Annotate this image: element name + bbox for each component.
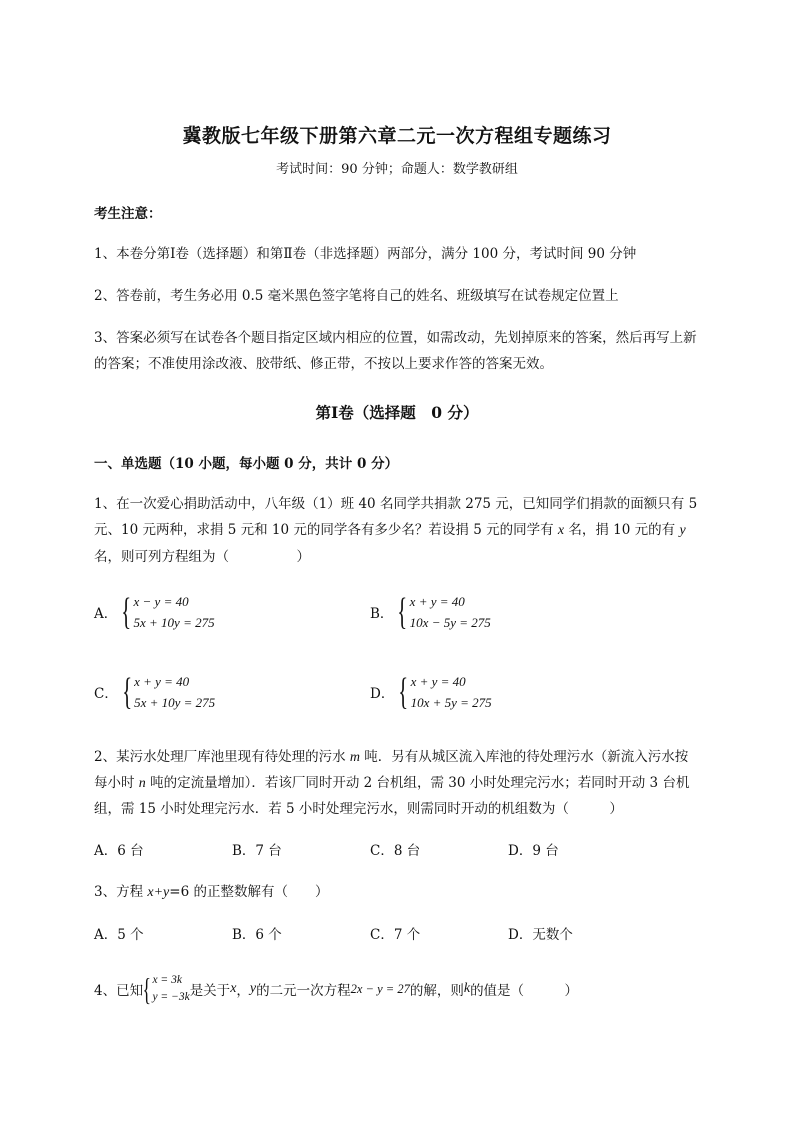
q3-prefix: 3、方程 bbox=[94, 884, 148, 900]
left-brace-icon: { bbox=[398, 671, 409, 713]
q3-option-c[interactable]: C．7 个 bbox=[370, 927, 421, 943]
q4-system bbox=[143, 972, 190, 1006]
q4-var-x: x bbox=[230, 981, 237, 996]
q1-option-d[interactable] bbox=[370, 671, 492, 713]
q1-option-a[interactable] bbox=[94, 591, 215, 633]
q2-line-2-text-b: 吨的定流量增加）．若该厂同时开动 2 台机组，需 30 小时处理完污水；若同时开动 3 台机 bbox=[145, 775, 690, 791]
q1-option-d-label: D． bbox=[370, 686, 395, 702]
q1-option-c-system bbox=[122, 671, 215, 713]
left-brace-icon: { bbox=[397, 591, 408, 633]
q2-line-1 bbox=[94, 745, 688, 766]
q4-text-3: 的二元一次方程 bbox=[256, 983, 351, 999]
notice-item-1: 1、本卷分第Ⅰ卷（选择题）和第Ⅱ卷（非选择题）两部分，满分 100 分，考试时间 90 分钟 bbox=[94, 246, 637, 262]
q2-line-3: 组，需 15 小时处理完污水．若 5 小时处理完污水，则需同时开动的机组数为（ ） bbox=[94, 801, 623, 817]
q1-option-b-eq1: x + y = 40 bbox=[409, 594, 465, 609]
section-title: 第Ⅰ卷（选择题 0 分） bbox=[315, 403, 479, 422]
q1-var-x: x bbox=[557, 523, 565, 538]
q3-stem bbox=[94, 880, 328, 901]
q4-suffix: 的值是（ ） bbox=[470, 983, 579, 999]
q1-option-b-label: B． bbox=[370, 606, 394, 622]
q4-stem bbox=[94, 972, 578, 1006]
q3-option-a[interactable]: A．5 个 bbox=[94, 927, 144, 943]
left-brace-icon: { bbox=[142, 971, 151, 1007]
exam-title: 冀教版七年级下册第六章二元一次方程组专题练习 bbox=[182, 125, 612, 147]
q1-option-c-eq1: x + y = 40 bbox=[134, 674, 190, 689]
part-heading: 一、单选题（10 小题，每小题 0 分，共计 0 分） bbox=[94, 456, 399, 472]
q1-option-b[interactable] bbox=[370, 591, 491, 633]
q2-option-a[interactable]: A．6 台 bbox=[94, 843, 144, 859]
q1-line-1: 1、在一次爱心捐助活动中，八年级（1）班 40 名同学共捐款 275 元，已知同学们捐款的面额只有 5 bbox=[94, 496, 698, 512]
q1-option-d-eq1: x + y = 40 bbox=[410, 674, 466, 689]
q1-option-c-label: C． bbox=[94, 686, 118, 702]
q4-eq2: y = −3k bbox=[152, 991, 190, 1003]
q4-equation: 2x − y = 27 bbox=[350, 981, 410, 996]
left-brace-icon: { bbox=[121, 671, 132, 713]
q1-option-a-eq1: x − y = 40 bbox=[133, 594, 189, 609]
q1-line-3: 名，则可列方程组为（ ） bbox=[94, 549, 310, 565]
q2-line-2 bbox=[94, 771, 689, 792]
q4-text-2: ， bbox=[236, 983, 250, 999]
q1-option-d-eq2: 10x + 5y = 275 bbox=[410, 695, 492, 710]
q2-line-1-text-b: 吨．另有从城区流入库池的待处理污水（新流入污水按 bbox=[360, 749, 689, 765]
q3-equation: x+y bbox=[147, 885, 170, 900]
notice-heading: 考生注意： bbox=[94, 206, 162, 222]
q2-line-1-text-a: 2、某污水处理厂库池里现有待处理的污水 bbox=[94, 749, 350, 765]
q1-line-2-text-a: 元、10 元两种，求捐 5 元和 10 元的同学各有多少名？若设捐 5 元的同学有 bbox=[94, 522, 558, 538]
q1-option-c[interactable] bbox=[94, 671, 215, 713]
q2-option-c[interactable]: C．8 台 bbox=[370, 843, 421, 859]
q1-option-b-eq2: 10x − 5y = 275 bbox=[409, 615, 491, 630]
q1-line-2 bbox=[94, 518, 686, 539]
left-brace-icon: { bbox=[121, 591, 132, 633]
q2-option-d[interactable]: D．9 台 bbox=[508, 843, 559, 859]
exam-subtitle: 考试时间：90 分钟；命题人：数学教研组 bbox=[276, 162, 518, 177]
q4-text-4: 的解，则 bbox=[409, 983, 464, 999]
q1-line-2-text-b: 名，捐 10 元的有 bbox=[564, 522, 680, 538]
q3-suffix: =6 的正整数解有（ ） bbox=[169, 884, 329, 900]
q1-option-a-system bbox=[121, 591, 214, 633]
q1-option-b-system bbox=[397, 591, 490, 633]
q4-eq1: x = 3k bbox=[152, 974, 182, 986]
q3-option-b[interactable]: B．6 个 bbox=[232, 927, 282, 943]
q2-line-2-text-a: 每小时 bbox=[94, 775, 139, 791]
q1-option-a-eq2: 5x + 10y = 275 bbox=[133, 615, 215, 630]
q1-option-d-system bbox=[398, 671, 491, 713]
q4-var-y: y bbox=[249, 981, 257, 996]
q4-text-1: 是关于 bbox=[189, 983, 231, 999]
q1-option-a-label: A． bbox=[94, 606, 118, 622]
notice-item-2: 2、答卷前，考生务必用 0.5 毫米黑色签字笔将自己的姓名、班级填写在试卷规定位置上 bbox=[94, 288, 619, 304]
notice-item-3-cont: 的答案；不准使用涂改液、胶带纸、修正带，不按以上要求作答的答案无效。 bbox=[94, 356, 553, 372]
q2-var-n: n bbox=[138, 776, 146, 791]
q1-option-c-eq2: 5x + 10y = 275 bbox=[134, 695, 216, 710]
q2-option-b[interactable]: B．7 台 bbox=[232, 843, 282, 859]
q4-var-k: k bbox=[463, 981, 471, 996]
notice-item-3: 3、答案必须写在试卷各个题目指定区域内相应的位置，如需改动，先划掉原来的答案，然后再写上新 bbox=[94, 330, 697, 346]
q3-option-d[interactable]: D．无数个 bbox=[508, 927, 573, 943]
q2-var-m: m bbox=[349, 750, 361, 765]
q1-var-y: y bbox=[679, 523, 686, 538]
q4-prefix: 4、已知 bbox=[94, 983, 144, 999]
